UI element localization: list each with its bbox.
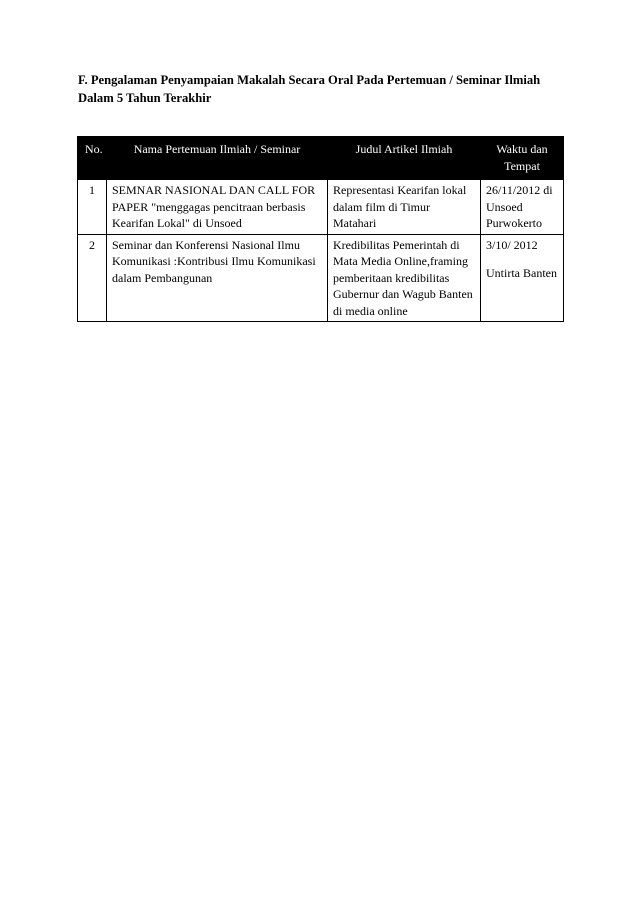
time-place-cell [481, 234, 564, 322]
table-row [78, 180, 564, 235]
event-date: 3/10/ 2012 [486, 237, 538, 252]
row-number: 1 [78, 180, 107, 235]
seminar-table [77, 136, 564, 322]
event-place: Untirta Banten [486, 266, 557, 280]
header-no: No. [78, 137, 107, 180]
row-number: 2 [78, 234, 107, 322]
table-row [78, 234, 564, 322]
time-place-cell: 26/11/2012 di Unsoed Purwokerto [481, 180, 564, 235]
seminar-name-cell: SEMNAR NASIONAL DAN CALL FOR PAPER "menggagas pencitraan berbasis Kearifan Lokal" di Unsoed [107, 180, 328, 235]
section-heading: F. Pengalaman Penyampaian Makalah Secara Oral Pada Pertemuan / Seminar Ilmiah Dalam 5 Tahun Terakhir [78, 73, 541, 105]
header-seminar-name: Nama Pertemuan Ilmiah / Seminar [107, 137, 328, 180]
table-header-row [78, 137, 564, 180]
article-title-cell: Representasi Kearifan lokal dalam film di Timur Matahari [328, 180, 481, 235]
header-time-place: Waktu dan Tempat [481, 137, 564, 180]
header-article-title: Judul Artikel Ilmiah [328, 137, 481, 180]
article-title-cell: Kredibilitas Pemerintah di Mata Media Online,framing pemberitaan kredibilitas Gubernur dan Wagub Banten di media online [328, 234, 481, 322]
seminar-name-cell: Seminar dan Konferensi Nasional Ilmu Komunikasi :Kontribusi Ilmu Komunikasi dalam Pembangunan [107, 234, 328, 322]
